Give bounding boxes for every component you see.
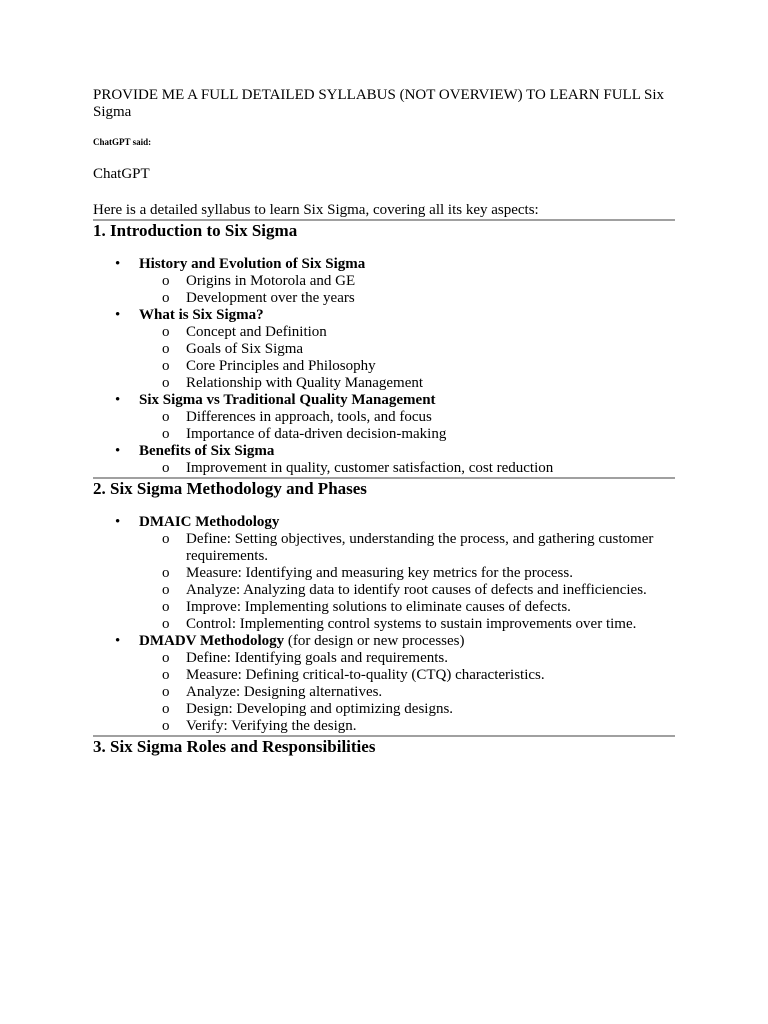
sub-item-text: Define: Setting objectives, understanding the process, and gathering customer requirements.: [186, 531, 654, 564]
sub-bullet-icon: o: [162, 582, 170, 598]
sub-item-text: Importance of data-driven decision-making: [186, 426, 447, 442]
sub-list: [139, 324, 675, 392]
sub-item-text: Differences in approach, tools, and focus: [186, 409, 432, 425]
sub-item: [139, 460, 675, 477]
bullet-dot-icon: •: [115, 256, 121, 272]
sub-item-text: Analyze: Designing alternatives.: [186, 684, 383, 700]
bullet-title: DMAIC Methodology: [139, 514, 280, 530]
sub-item: [139, 616, 675, 633]
bullet-suffix: (for design or new processes): [284, 633, 465, 649]
sub-bullet-icon: o: [162, 718, 170, 734]
bullet-item: [93, 256, 675, 307]
sub-item: [139, 531, 675, 565]
sub-bullet-icon: o: [162, 701, 170, 717]
bullet-title: Benefits of Six Sigma: [139, 443, 275, 459]
assistant-name: ChatGPT: [93, 166, 150, 182]
bullet-item: [93, 633, 675, 735]
sections-container: [93, 221, 675, 757]
sub-item-text: Core Principles and Philosophy: [186, 358, 376, 374]
sub-bullet-icon: o: [162, 324, 170, 340]
sub-list: [139, 531, 675, 633]
sub-bullet-icon: o: [162, 616, 170, 632]
bullet-list: [93, 256, 675, 477]
bullet-item: [93, 307, 675, 392]
sub-item-text: Measure: Defining critical-to-quality (CTQ) characteristics.: [186, 667, 545, 683]
sub-item-text: Measure: Identifying and measuring key metrics for the process.: [186, 565, 573, 581]
sub-list: [139, 650, 675, 735]
sub-item: [139, 650, 675, 667]
document-page: [93, 87, 675, 757]
said-label: ChatGPT said:: [93, 137, 152, 147]
sub-item-text: Analyze: Analyzing data to identify root causes of defects and inefficiencies.: [186, 582, 647, 598]
sub-bullet-icon: o: [162, 273, 170, 289]
bullet-list: [93, 514, 675, 735]
sub-item: [139, 684, 675, 701]
intro-text: Here is a detailed syllabus to learn Six Sigma, covering all its key aspects:: [93, 202, 539, 218]
sub-bullet-icon: o: [162, 290, 170, 306]
bullet-title: What is Six Sigma?: [139, 307, 264, 323]
sub-item: [139, 582, 675, 599]
sub-list: [139, 460, 675, 477]
bullet-item: [93, 443, 675, 477]
sub-item-text: Design: Developing and optimizing designs.: [186, 701, 454, 717]
bullet-dot-icon: •: [115, 443, 121, 459]
sub-list: [139, 409, 675, 443]
sub-item: [139, 718, 675, 735]
sub-bullet-icon: o: [162, 409, 170, 425]
sub-item-text: Define: Identifying goals and requirements.: [186, 650, 449, 666]
sub-bullet-icon: o: [162, 531, 170, 547]
sub-bullet-icon: o: [162, 341, 170, 357]
sub-item-text: Relationship with Quality Management: [186, 375, 424, 391]
sub-item: [139, 358, 675, 375]
bullet-title: History and Evolution of Six Sigma: [139, 256, 366, 272]
sub-bullet-icon: o: [162, 426, 170, 442]
section-title: 2. Six Sigma Methodology and Phases: [93, 479, 367, 498]
bullet-title: Six Sigma vs Traditional Quality Management: [139, 392, 436, 408]
sub-bullet-icon: o: [162, 460, 170, 476]
bullet-dot-icon: •: [115, 514, 121, 530]
sub-item: [139, 273, 675, 290]
user-prompt: PROVIDE ME A FULL DETAILED SYLLABUS (NOT OVERVIEW) TO LEARN FULL Six Sigma: [93, 87, 665, 120]
sub-item: [139, 701, 675, 718]
sub-item: [139, 426, 675, 443]
sub-bullet-icon: o: [162, 375, 170, 391]
section-title: 3. Six Sigma Roles and Responsibilities: [93, 737, 376, 756]
sub-bullet-icon: o: [162, 650, 170, 666]
sub-item: [139, 341, 675, 358]
sub-item-text: Verify: Verifying the design.: [186, 718, 357, 734]
sub-item: [139, 599, 675, 616]
bullet-title: DMADV Methodology: [139, 633, 285, 649]
sub-item: [139, 324, 675, 341]
sub-item: [139, 667, 675, 684]
sub-item-text: Origins in Motorola and GE: [186, 273, 356, 289]
sub-list: [139, 273, 675, 307]
bullet-dot-icon: •: [115, 307, 121, 323]
bullet-dot-icon: •: [115, 392, 121, 408]
sub-bullet-icon: o: [162, 684, 170, 700]
sub-item-text: Improve: Implementing solutions to eliminate causes of defects.: [186, 599, 571, 615]
sub-item-text: Goals of Six Sigma: [186, 341, 304, 357]
sub-item: [139, 375, 675, 392]
sub-item: [139, 565, 675, 582]
section-title: 1. Introduction to Six Sigma: [93, 221, 298, 240]
sub-bullet-icon: o: [162, 667, 170, 683]
sub-bullet-icon: o: [162, 599, 170, 615]
sub-item-text: Control: Implementing control systems to sustain improvements over time.: [186, 616, 637, 632]
sub-item: [139, 409, 675, 426]
sub-item-text: Concept and Definition: [186, 324, 327, 340]
sub-item-text: Improvement in quality, customer satisfaction, cost reduction: [186, 460, 554, 476]
sub-bullet-icon: o: [162, 358, 170, 374]
sub-item-text: Development over the years: [186, 290, 355, 306]
bullet-dot-icon: •: [115, 633, 121, 649]
sub-bullet-icon: o: [162, 565, 170, 581]
bullet-item: [93, 514, 675, 633]
bullet-item: [93, 392, 675, 443]
sub-item: [139, 290, 675, 307]
